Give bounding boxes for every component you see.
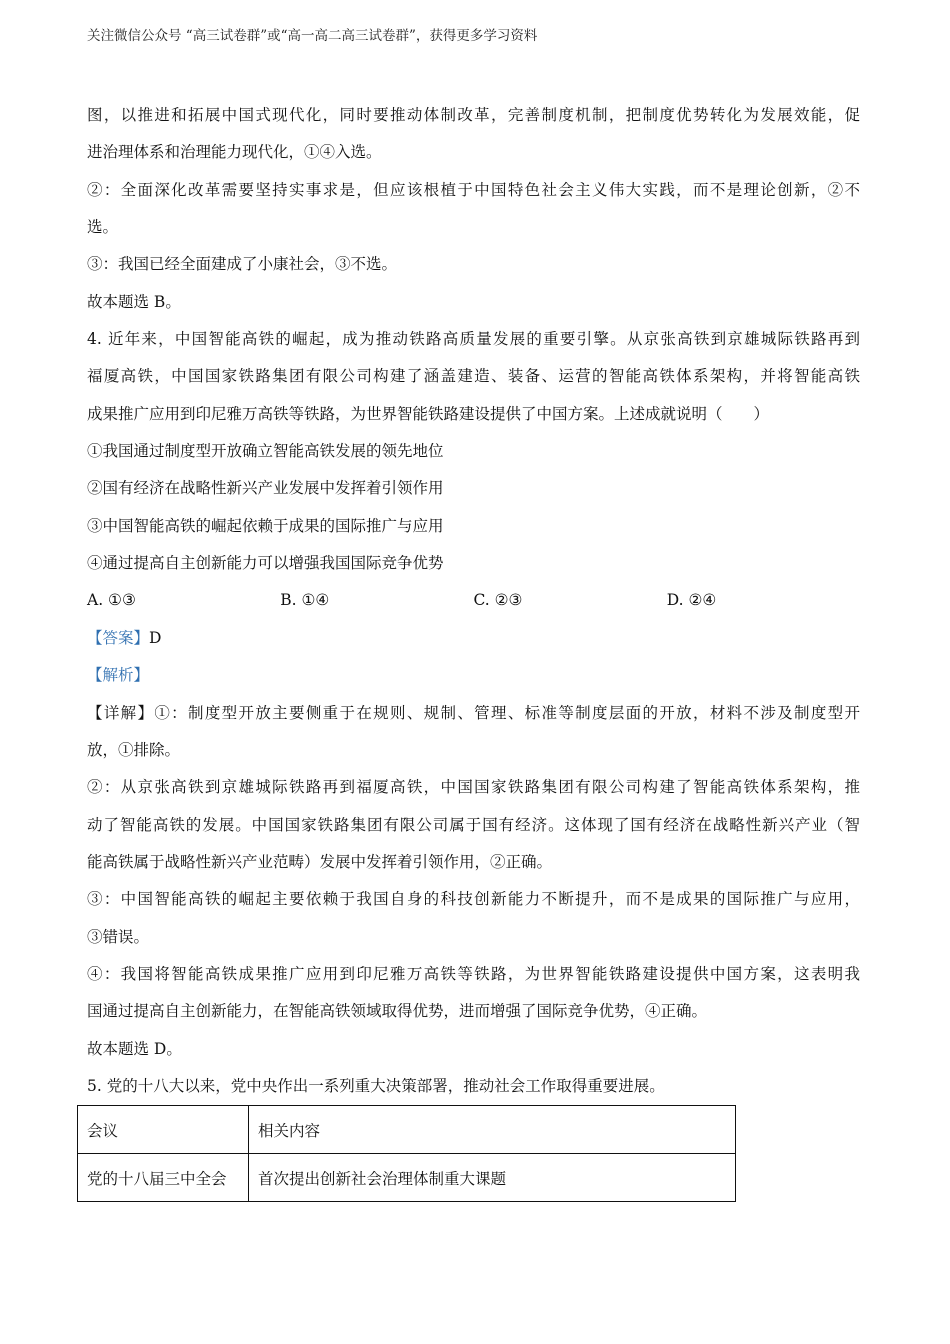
table-cell: 首次提出创新社会治理体制重大课题 <box>249 1154 736 1202</box>
table-header-cell: 会议 <box>78 1106 249 1154</box>
answer-label: 【答案】 <box>87 628 150 647</box>
detail-line: ④：我国将智能高铁成果推广应用到印尼雅万高铁等铁路，为世界智能铁路建设提供中国方案，这表明我 <box>87 964 860 983</box>
detail-line: 国通过提高自主创新能力，在智能高铁领域取得优势，进而增强了国际竞争优势，④正确。 <box>87 1002 708 1021</box>
document-body <box>87 97 860 1105</box>
answer-line <box>87 620 860 657</box>
option-d: D. ②④ <box>666 591 717 610</box>
answer-value: D <box>149 628 162 647</box>
text-line: 选。 <box>87 218 119 237</box>
detail-line: ②：从京张高铁到京雄城际铁路再到福厦高铁，中国国家铁路集团有限公司构建了智能高铁体系架构，推 <box>87 778 860 797</box>
analysis-label: 【解析】 <box>87 666 150 685</box>
question-4-stem: 福厦高铁，中国国家铁路集团有限公司构建了涵盖建造、装备、运营的智能高铁体系架构，并将智能高铁 <box>87 367 860 386</box>
page-header-notice: 关注微信公众号 “高三试卷群”或“高一高二高三试卷群”，获得更多学习资料 <box>87 28 538 44</box>
text-line: 进治理体系和治理能力现代化，①④入选。 <box>87 143 382 162</box>
statement: ①我国通过制度型开放确立智能高铁发展的领先地位 <box>87 442 444 461</box>
option-b: B. ①④ <box>280 591 330 610</box>
option-a: A. ①③ <box>87 591 136 610</box>
table-cell: 党的十八届三中全会 <box>78 1154 249 1202</box>
table-row <box>78 1154 736 1202</box>
question-4-stem: 4. 近年来，中国智能高铁的崛起，成为推动铁路高质量发展的重要引擎。从京张高铁到京雄城际铁路再到 <box>87 330 860 349</box>
text-line: ③：我国已经全面建成了小康社会，③不选。 <box>87 255 398 274</box>
table-header-row <box>78 1106 736 1154</box>
text-line: 图，以推进和拓展中国式现代化，同时要推动体制改革，完善制度机制，把制度优势转化为发展效能，促 <box>87 106 860 124</box>
detail-line: 放，①排除。 <box>87 740 181 759</box>
question-4-stem: 成果推广应用到印尼雅万高铁等铁路，为世界智能铁路建设提供了中国方案。上述成就说明（ ） <box>87 404 770 423</box>
statement: ③中国智能高铁的崛起依赖于成果的国际推广与应用 <box>87 516 444 535</box>
question-5-stem: 5. 党的十八大以来，党中央作出一系列重大决策部署，推动社会工作取得重要进展。 <box>87 1076 665 1095</box>
statement: ②国有经济在战略性新兴产业发展中发挥着引领作用 <box>87 479 444 498</box>
table-header-cell: 相关内容 <box>249 1106 736 1154</box>
detail-line: ③错误。 <box>87 927 150 946</box>
meeting-table <box>77 1105 736 1202</box>
statement: ④通过提高自主创新能力可以增强我国国际竞争优势 <box>87 554 444 573</box>
option-c: C. ②③ <box>473 591 523 610</box>
answer-options <box>87 582 860 619</box>
detail-line: ③：中国智能高铁的崛起主要依赖于我国自身的科技创新能力不断提升，而不是成果的国际推广与应用， <box>87 890 860 909</box>
conclusion-line: 故本题选 D。 <box>87 1039 182 1058</box>
conclusion-line: 故本题选 B。 <box>87 292 181 311</box>
detail-line: 【详解】①：制度型开放主要侧重于在规则、规制、管理、标准等制度层面的开放，材料不涉及制度型开 <box>87 703 860 722</box>
text-line: ②：全面深化改革需要坚持实事求是，但应该根植于中国特色社会主义伟大实践，而不是理论创新，②不 <box>87 180 860 199</box>
detail-line: 能高铁属于战略性新兴产业范畴）发展中发挥着引领作用，②正确。 <box>87 852 553 871</box>
detail-line: 动了智能高铁的发展。中国国家铁路集团有限公司属于国有经济。这体现了国有经济在战略性新兴产业（智 <box>87 815 860 834</box>
